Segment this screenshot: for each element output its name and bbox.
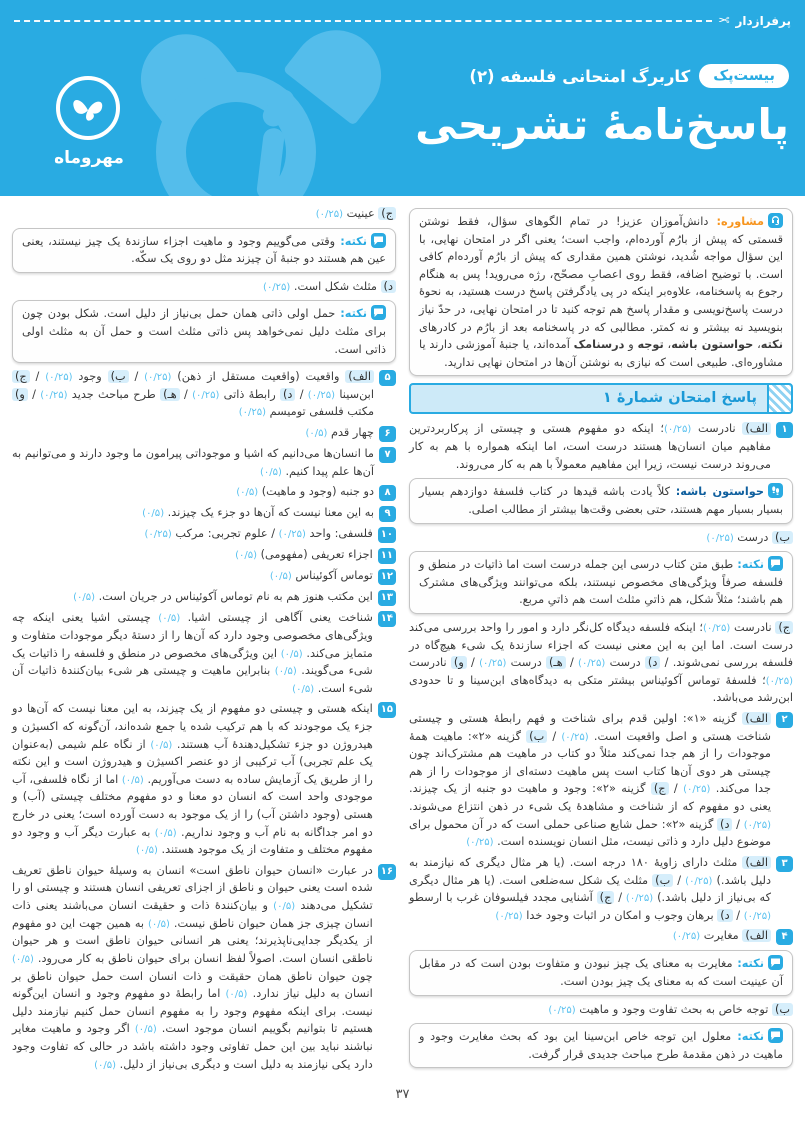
body-text: آشنایی مجدد فیلسوفان غرب با ارسطو xyxy=(409,891,597,905)
body-text: وقتی می‌گوییم وجود و ماهیت اجزاء سازندهٔ یک چیز نیستند، یعنی عین هم هستند دو جنبهٔ آن چیزند مثل دو روی یک سکّه. xyxy=(22,234,386,266)
note-bubble-icon xyxy=(768,1028,783,1043)
body-text: / xyxy=(179,387,193,401)
part-label: ب) xyxy=(108,370,129,383)
item-number-badge: ۶ xyxy=(379,426,396,442)
body-text: / علوم تجربی: مرکب xyxy=(171,527,279,541)
answer-item xyxy=(409,420,793,473)
part-label: الف) xyxy=(742,929,771,942)
body-text: ؛ فلسفهٔ توماس آکوئیناس بیشتر متکی به دیدگاه‌های ابن‌سینا و تا حدودی ابن‌رشد می‌باشد. xyxy=(409,673,793,705)
score-badge: (۰/۵) xyxy=(150,739,173,751)
page-header xyxy=(0,0,805,196)
alert-label: حواستون باشه: xyxy=(670,485,764,499)
note-bubble-icon xyxy=(371,305,386,320)
score-badge: (۰/۵) xyxy=(94,1059,117,1071)
item-body xyxy=(12,483,374,501)
pencil-hatch-decoration xyxy=(767,385,791,412)
answer-item xyxy=(12,588,396,606)
advice-label: مشاوره: xyxy=(708,215,764,228)
answer-continuation xyxy=(409,1001,793,1019)
alert-box xyxy=(409,478,793,523)
body-text: / xyxy=(673,873,686,887)
score-badge: (۰/۲۵) xyxy=(144,372,172,384)
answer-item xyxy=(12,546,396,564)
part-label: الف) xyxy=(742,422,771,435)
note-label: نکته: xyxy=(732,957,764,971)
body-text: چهار قدم xyxy=(327,426,374,440)
body-text: اجزاء تعریفی (مفهومی) xyxy=(257,548,373,562)
score-badge: (۰/۵) xyxy=(280,648,303,660)
score-badge: (۰/۲۵) xyxy=(45,372,73,384)
score-badge: (۰/۲۵) xyxy=(561,731,589,743)
score-badge: (۰/۵) xyxy=(292,683,315,695)
body-text: رابطهٔ ذاتی xyxy=(219,387,280,401)
note-bubble-icon xyxy=(371,233,386,248)
answer-item xyxy=(12,368,396,421)
score-badge: (۰/۵) xyxy=(12,953,34,965)
body-text: / xyxy=(614,891,626,905)
answer-item xyxy=(12,424,396,442)
score-badge: (۰/۵) xyxy=(259,466,282,478)
item-number-badge: ۱۴ xyxy=(378,611,396,627)
score-badge: (۰/۲۵) xyxy=(479,658,507,670)
part-label: ب) xyxy=(772,1003,793,1016)
score-badge: (۰/۲۵) xyxy=(466,837,494,849)
body-text: وجود xyxy=(72,370,108,384)
body-text: در عبارت «انسان حیوان ناطق است» انسان به وسیلهٔ حیوان ناطق تعریف شده است یعنی حیوان و ناطق از اجزای تعریفی انسان هستند و چیستی او را تشکیل می‌دهند xyxy=(12,863,373,913)
score-badge: (۰/۵) xyxy=(142,508,165,520)
body-text: اما رابطهٔ دو مفهوم وجود و انسان این‌گونه نیست. برای اینکه مفهوم وجود را به مفهوم انسان حمل کنیم نیازمند دلیل هستیم تا بتوانیم بگوییم انسان موجود است. xyxy=(12,987,373,1036)
part-label: هـ) xyxy=(546,656,566,669)
body-text: به عبارت دیگر آب و وجود دو مفهوم مختلف و متفاوت از یک موجود هستند. xyxy=(12,825,373,857)
score-badge: (۰/۲۵) xyxy=(495,910,523,922)
score-badge: (۰/۵) xyxy=(121,774,144,786)
body-text: آمده‌اند، یا جنبهٔ آموزشی دارند یا مشاوره‌ای. طبیعی است که نیازی به نوشتن آن‌ها در امتحان نهایی ندارید. xyxy=(419,338,783,369)
item-number-badge: ۱۲ xyxy=(378,569,396,585)
item-body xyxy=(12,368,374,421)
body-text: مغایرت به معنای یک چیز نبودن و متفاوت بودن است که در مقابل آن عینیت است که به معنای یک چیز بودن است. xyxy=(419,957,783,988)
cut-label: پرفرازدار xyxy=(735,14,791,28)
body-text: / xyxy=(732,908,744,922)
note-label: نکته: xyxy=(731,1030,765,1044)
emphasis-text: درسنامک xyxy=(573,338,625,352)
body-text: درست xyxy=(605,656,645,670)
item-number-badge: ۴ xyxy=(776,929,793,945)
item-number-badge: ۵ xyxy=(379,370,396,386)
body-text: / xyxy=(295,387,308,401)
score-badge: (۰/۵) xyxy=(269,571,292,583)
body-text: این ویژگی‌های مخصوص در منطق و فلسفه را ذاتیات یک شیء می‌گویند. xyxy=(12,646,373,678)
score-badge: (۰/۵) xyxy=(136,845,158,857)
score-badge: (۰/۵) xyxy=(154,827,177,839)
part-label: هـ) xyxy=(160,388,180,401)
part-label: د) xyxy=(280,388,295,401)
answers-content xyxy=(0,203,805,1084)
section-title: پاسخ امتحان شمارهٔ ۱ xyxy=(602,390,757,407)
item-body xyxy=(409,710,771,851)
answer-continuation xyxy=(12,278,396,296)
body-text: این مکتب هنوز هم به نام توماس آکوئیناس در جریان است. xyxy=(95,590,373,604)
answer-item xyxy=(12,567,396,585)
body-text: اگر وجود و ماهیت مغایر نباشند نباید بین این حمل تفاوتی وجود داشته باشد در حالی که تفاوت وجود دارد یکی نیازمند به دلیل است و دیگری بی‌نیاز از دلیل. xyxy=(12,1022,373,1071)
cut-line xyxy=(0,0,805,42)
body-text: گزینه «۲»: ماهیت همهٔ موجودات را از هم جدا نمی‌کند مثلاً دو کتاب در ماهیت هم مشترک‌اند چون چیستی هر دوی آن‌ها کتاب است پس ماهیت دسته‌ای از موجودات را از هم جدا می‌کند. xyxy=(409,729,771,796)
answer-item xyxy=(12,445,396,480)
body-text: حمل اولی ذاتی همان حمل بی‌نیاز از دلیل است. شکل بودن چون برای مثلث دلیل نمی‌خواهد پس ذاتی مثلث است و حمل آن به مثلث اولی ذاتی است. xyxy=(22,307,386,356)
part-label: ج) xyxy=(12,370,30,383)
part-label: د) xyxy=(645,656,660,669)
body-text: / xyxy=(565,656,579,670)
body-text: معلول این توجه خاص ابن‌سینا این بود که بحث مغایرت وجود و ماهیت در ذهن مقدمهٔ طرح مباحث جدیدی قرار گرفت. xyxy=(419,1030,783,1061)
body-text: و xyxy=(624,338,638,352)
body-text: گزینه «۲»: وجود و ماهیت دو جنبه از یک چیزند. یعنی دو مفهوم که از شناخت و مشاهدهٔ یک شیء در ذهن انتزاع می‌شوند. xyxy=(409,782,771,814)
score-badge: (۰/۲۵) xyxy=(685,875,713,887)
score-badge: (۰/۲۵) xyxy=(315,209,344,220)
score-badge: (۰/۲۵) xyxy=(672,931,701,943)
answer-item xyxy=(12,609,396,697)
part-label: ج) xyxy=(378,207,396,220)
answer-item xyxy=(409,854,793,924)
note-bubble-icon xyxy=(768,556,783,571)
item-body xyxy=(12,609,373,697)
body-text: مکتب فلسفی تومیسم xyxy=(266,405,374,419)
item-number-badge: ۹ xyxy=(379,506,396,522)
score-badge: (۰/۲۵) xyxy=(743,819,771,831)
score-badge: (۰/۵) xyxy=(134,1024,157,1036)
body-text: ، xyxy=(663,338,672,352)
score-badge: (۰/۵) xyxy=(73,592,95,604)
note-box xyxy=(409,1023,793,1068)
score-badge: (۰/۵) xyxy=(235,550,257,562)
body-text: برهان وجوب و امکان در اثبات وجود خدا xyxy=(522,908,718,922)
item-body xyxy=(12,445,374,480)
item-number-badge: ۷ xyxy=(379,447,396,463)
body-text: بنابراین ماهیت و چیستی هر شیء بیان‌کنندهٔ ذاتیات آن شیء است. xyxy=(12,664,373,695)
left-column xyxy=(12,203,396,1084)
item-number-badge: ۱ xyxy=(776,422,793,438)
score-badge: (۰/۵) xyxy=(236,487,259,499)
body-text: طرح مباحث جدید xyxy=(67,387,161,401)
score-badge: (۰/۵) xyxy=(158,613,181,625)
body-text: ما انسان‌ها می‌دانیم که اشیا و موجوداتی پیرامون ما وجود دارند و می‌توانیم به آن‌ها علم پیدا کنیم. xyxy=(12,447,374,478)
body-text: کلاً یادت باشه قیدها در کتاب فلسفهٔ دوازدهم بسیار بسیار بسیار مهم هستند، حتی بعضی وقت‌ها بیشتر از مطالب اصلی. xyxy=(419,485,783,516)
footsteps-icon xyxy=(768,483,783,498)
score-badge: (۰/۲۵) xyxy=(703,622,731,634)
body-text: چیستی اشیا یعنی اینکه چه ویژگی‌های مخصوصی وجود دارد که آن‌ها را از دستهٔ دیگر موجودات متفاوت و متمایز می‌کند. xyxy=(12,611,373,660)
item-number-badge: ۱۶ xyxy=(378,864,396,880)
body-text: به همین جهت این دو مفهوم از یکدیگر جدایی‌ناپذیرند؛ یعنی هر انسانی حیوان ناطق است و هر حیوان ناطقی انسان است. اصولاً لفظ انسان برای حیوان ناطق به کار می‌رود. xyxy=(12,916,373,965)
part-label: و) xyxy=(451,656,467,669)
body-text: ؛ اینکه دو مفهوم هستی و چیستی از پرکاربردترین مفاهیم میان انسان‌ها هستند درست است، اما اینکه همواره با هم به کار می‌روند درست نیست، زیرا این مفاهیم معمولاً با هم به کار می‌روند. xyxy=(409,422,771,471)
publisher-name: مهروماه xyxy=(54,148,124,168)
score-badge: (۰/۲۵) xyxy=(192,389,220,401)
body-text: توماس آکوئیناس xyxy=(291,569,373,583)
item-body xyxy=(12,588,373,606)
part-label: الف) xyxy=(742,856,771,869)
body-text: ابن‌سینا xyxy=(335,387,374,401)
answer-item xyxy=(409,710,793,851)
score-badge: (۰/۲۵) xyxy=(238,407,267,419)
answer-item xyxy=(409,927,793,945)
answer-item xyxy=(12,525,396,543)
score-badge: (۰/۲۵) xyxy=(40,389,68,401)
body-text: نادرست xyxy=(730,620,776,634)
page-number: ۳۷ xyxy=(395,1087,410,1102)
answer-continuation xyxy=(12,205,396,223)
butterfly-icon xyxy=(66,86,110,130)
score-badge: (۰/۲۵) xyxy=(548,1004,576,1016)
note-label: نکته: xyxy=(733,558,764,572)
item-body xyxy=(409,420,771,473)
section-header xyxy=(409,383,793,414)
item-number-badge: ۱۳ xyxy=(378,590,396,606)
note-bubble-icon xyxy=(768,955,783,970)
part-label: د) xyxy=(717,909,732,922)
score-badge: (۰/۲۵) xyxy=(706,532,734,544)
score-badge: (۰/۵) xyxy=(273,901,296,913)
body-text: / xyxy=(27,387,41,401)
note-box xyxy=(409,551,793,614)
note-box xyxy=(409,950,793,995)
body-text: گزینه «۱»: اولین قدم برای شناخت و فهم رابطهٔ هستی و چیستی شناخت هستی و اصل واقعیت است. xyxy=(409,712,771,743)
body-text: ؛ اینکه فلسفه دیدگاه کل‌نگر دارد و امور را واحد بررسی می‌کند درست است. اما این به این معنی نیست که اجزاء سازندهٔ یک شیء هیچ‌گاه در فلسفه بررسی نمی‌شوند. / xyxy=(409,620,793,670)
part-label: ج) xyxy=(775,621,793,634)
body-text: دانش‌آموزان عزیز! در تمام الگوهای سؤال، فقط نوشتن قسمتی که پیش از بارُم آورده‌ام، واجب است؛ یعنی اگر در امتحان نهایی، با این سؤال مواجه شُدید، نوشتن همین مقداری که پیش از بارُم آورده‌ام کافی است. با توضیح اضافه، فقط روی اعصابِ مصحّح، رژه می‌روید! پس به هنگام رجوع به پاسخنامه، علاوه‌بر اینکه در پی یادگرفتن پاسخ درست هستید، به نحوهٔ درست پاسخ‌نویسی و مقدار پاسخ هم توجه کنید تا در امتحان نهایی، در حدّ نیاز بنویسید نه بیشتر و نه کمتر. مطالبی که در پاسخنامه بعد از بارُم در کادرهای xyxy=(419,215,783,334)
body-text: اینکه هستی و چیستی دو مفهوم از یک چیزند، به این معنا نیست که آن‌ها دو جزء یک موجودند که با هم ترکیب شده یا جمع شده‌اند، آن‌گونه که اکسیژن و هیدروژن دو جزء تشکیل‌دهندهٔ آب هستند. xyxy=(12,702,373,751)
part-label: و) xyxy=(12,388,28,401)
item-number-badge: ۱۵ xyxy=(378,702,396,718)
answer-continuation xyxy=(409,619,793,707)
answer-item xyxy=(12,700,396,858)
body-text: از نگاه علم شیمی (به‌عنوان یک علم تجربی) آب ترکیبی از دو عنصر اکسیژن و هیدروژن است و این نکته را از طریق یک آزمایش ساده به دست می‌آوریم. xyxy=(12,737,373,786)
answer-continuation xyxy=(409,529,793,547)
body-text: اما از نگاه فلسفی، آب موجودی واحد است که انسان دو معنا و دو مفهوم مختلف چیستی (آب) و هستی (وجود داشتن آب) را از یک موجود به دست آورده است؛ یعنی در خارج دو امر جداگانه به نام آب و وجود نداریم. xyxy=(12,772,373,839)
note-box xyxy=(12,228,396,273)
answer-item xyxy=(12,483,396,501)
body-text: نادرست xyxy=(409,656,451,670)
body-text: و بیان‌کنندهٔ ذات و حقیقت انسان می‌باشند یعنی ذات انسان چیزی جز همان حیوان ناطق نیست. xyxy=(12,899,373,930)
body-text: درست xyxy=(506,656,546,670)
item-body xyxy=(12,700,373,858)
item-body xyxy=(12,546,373,564)
note-box xyxy=(12,300,396,363)
item-number-badge: ۸ xyxy=(379,485,396,501)
part-label: ج) xyxy=(651,782,669,795)
note-label: نکته: xyxy=(335,307,367,321)
item-body xyxy=(12,525,373,543)
part-label: ج) xyxy=(597,891,615,904)
body-text: طبق متن کتاب درسی این جمله درست است اما ذاتیات در منطق و فلسفه صرفاً ویژگی‌های مخصوص نیستند، بلکه می‌توانند ویژگی‌های مشترک هم باشند؛ مثلاً شکل، هم ذاتیِ مثلث است هم ذاتیِ مربع. xyxy=(419,558,783,607)
emphasis-text: توجه xyxy=(637,338,664,352)
item-number-badge: ۱۰ xyxy=(378,527,396,543)
body-text: / xyxy=(29,370,46,384)
right-column xyxy=(409,203,793,1084)
body-text: مثلث یک شکل سه‌ضلعی است. (یا هر مثال دیگری که بی‌نیاز از دلیل باشد.) xyxy=(409,873,771,905)
item-body xyxy=(409,927,771,945)
part-label: ب) xyxy=(772,531,793,544)
body-text: درست xyxy=(733,530,772,544)
part-label: د) xyxy=(717,818,732,831)
part-label: د) xyxy=(381,280,396,293)
score-badge: (۰/۵) xyxy=(274,666,297,678)
body-text: واقعیت (واقعیت مستقل از ذهن) xyxy=(171,370,346,384)
score-badge: (۰/۵) xyxy=(225,989,248,1001)
item-body xyxy=(12,504,374,522)
body-text: / xyxy=(128,370,145,384)
item-body xyxy=(409,854,771,924)
body-text: نادرست xyxy=(691,422,743,436)
score-badge: (۰/۲۵) xyxy=(307,389,336,401)
kit-badge: بیست‌پک xyxy=(699,64,789,88)
score-badge: (۰/۲۵) xyxy=(765,675,793,687)
publisher-logo xyxy=(56,76,120,140)
item-body xyxy=(12,862,373,1073)
body-text: چون حیوان ناطق همان حقیقت و ذات انسان است حمل حیوان ناطق بر انسان به دلیل نیاز ندارد. xyxy=(12,969,373,1001)
score-badge: (۰/۲۵) xyxy=(743,910,771,922)
part-label: الف) xyxy=(742,712,771,725)
body-text: عینیت xyxy=(343,207,379,220)
body-text: / xyxy=(466,656,480,670)
advice-box xyxy=(409,208,793,376)
part-label: ب) xyxy=(652,874,673,887)
body-text: مثلث دارای زاویهٔ ۱۸۰ درجه است. (یا هر مثال دیگری که نیازمند به دلیل باشد.) xyxy=(409,855,771,887)
body-text: ، xyxy=(753,338,761,352)
item-body xyxy=(12,424,374,442)
body-text: توجه خاص به بحث تفاوت وجود و ماهیت xyxy=(575,1002,772,1016)
body-text: به این معنا نیست که آن‌ها دو جزء یک چیزند. xyxy=(164,506,374,520)
body-text: مثلث شکل است. xyxy=(290,279,381,293)
score-badge: (۰/۲۵) xyxy=(663,424,692,436)
headset-icon xyxy=(768,213,783,228)
answer-item xyxy=(12,862,396,1073)
dashed-cut-rule xyxy=(14,20,712,22)
emphasis-text: نکته xyxy=(760,338,783,352)
body-text: / xyxy=(732,817,744,831)
score-badge: (۰/۲۵) xyxy=(144,529,172,541)
kit-title: کاربرگ امتحانی فلسفه (۲) xyxy=(469,66,691,86)
page-title: پاسخ‌نامهٔ تشریحی xyxy=(415,100,789,149)
score-badge: (۰/۲۵) xyxy=(625,893,654,905)
emphasis-text: حواستون باشه xyxy=(671,338,754,352)
part-label: الف) xyxy=(345,370,374,383)
body-text: / xyxy=(668,782,684,796)
body-text: / xyxy=(547,729,562,743)
score-badge: (۰/۲۵) xyxy=(578,658,606,670)
item-body xyxy=(12,567,373,585)
body-text: دو جنبه (وجود و ماهیت) xyxy=(258,485,374,499)
item-number-badge: ۲ xyxy=(776,712,793,728)
body-text: گزینه «۲»: حمل شایع صناعی حملی است که در آن محمول برای موضوع دلیل دارد و ذاتی نیست، مثل انسان نویسنده است. xyxy=(409,817,771,849)
body-text: مغایرت xyxy=(700,929,743,943)
scissors-icon: ✂ xyxy=(717,13,730,29)
item-number-badge: ۳ xyxy=(776,856,793,872)
kit-title-row xyxy=(469,64,789,88)
item-number-badge: ۱۱ xyxy=(378,548,396,564)
note-label: نکته: xyxy=(335,234,367,248)
part-label: ب) xyxy=(526,730,547,743)
score-badge: (۰/۵) xyxy=(305,428,328,440)
score-badge: (۰/۲۵) xyxy=(683,784,711,796)
body-text: فلسفی: واحد xyxy=(305,527,373,541)
score-badge: (۰/۵) xyxy=(148,918,170,930)
score-badge: (۰/۲۵) xyxy=(263,281,291,293)
answer-item xyxy=(12,504,396,522)
score-badge: (۰/۲۵) xyxy=(278,529,306,541)
body-text: شناخت یعنی آگاهی از چیستی اشیا. xyxy=(180,611,373,625)
